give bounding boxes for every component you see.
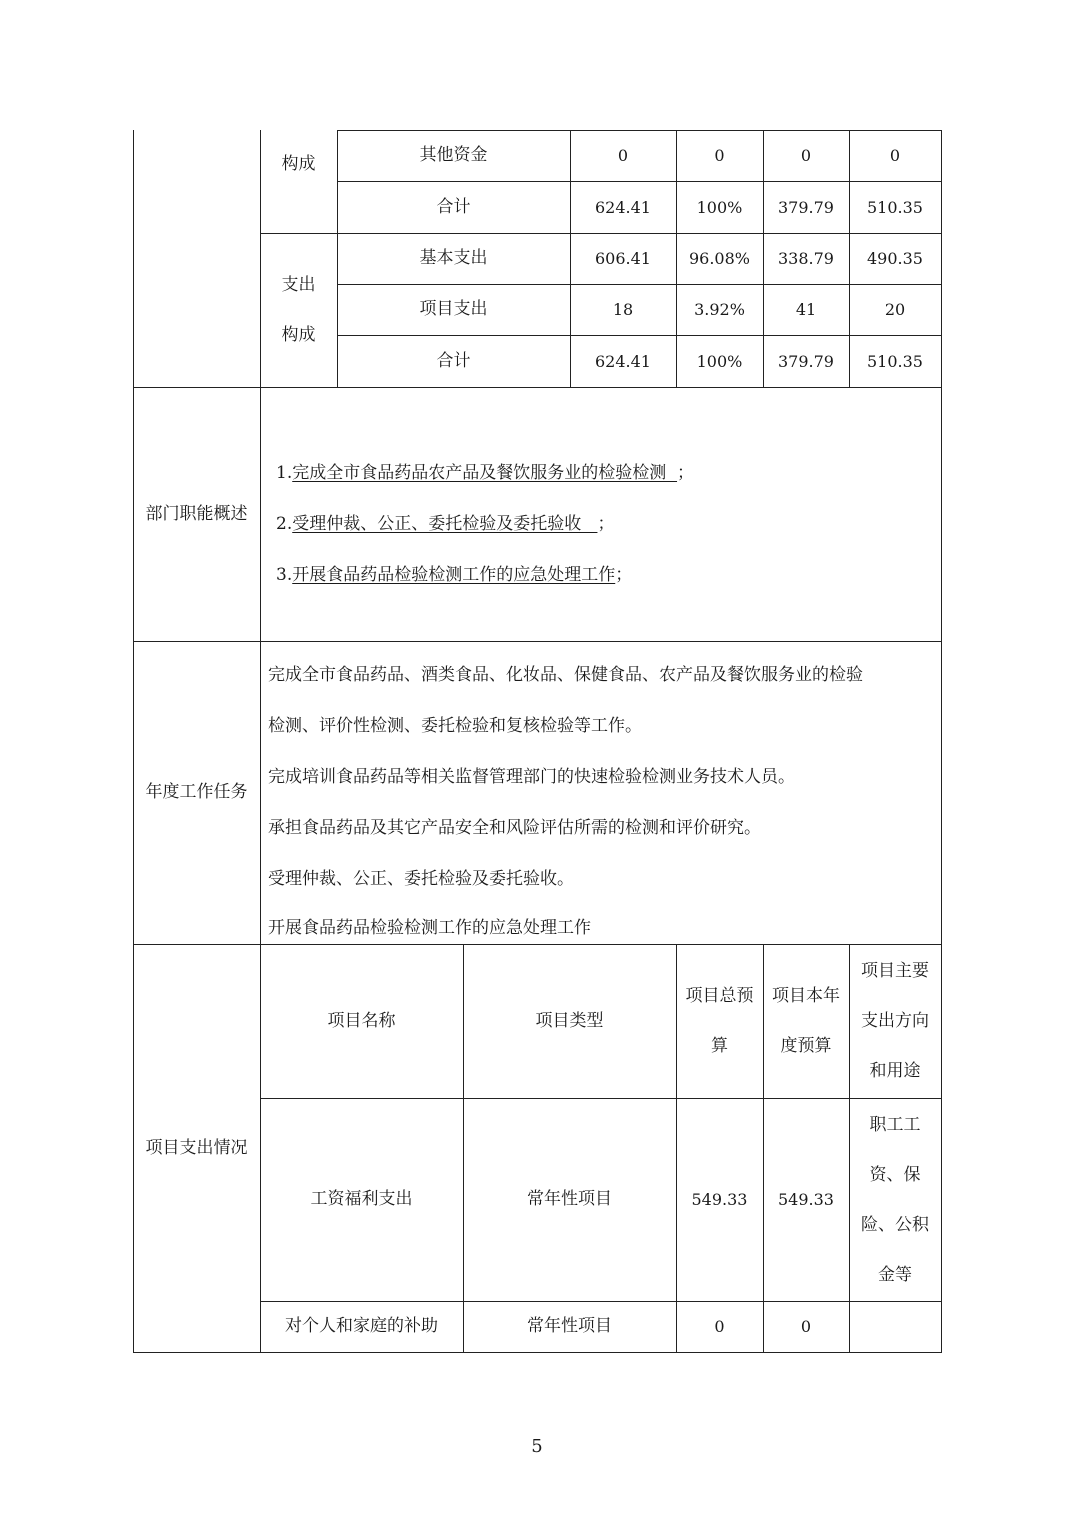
header-total-budget bbox=[676, 944, 763, 1098]
header-line: 算 bbox=[711, 1036, 728, 1056]
row-value-1: 624.41 bbox=[595, 351, 651, 371]
row-value-3: 41 bbox=[795, 300, 817, 319]
annual-tasks-label: 年度工作任务 bbox=[145, 782, 248, 802]
income-composition-label: 构成 bbox=[281, 153, 316, 174]
header-line: 和用途 bbox=[869, 1061, 921, 1081]
dept-function-item bbox=[276, 563, 632, 588]
expense-label-line1: 支出 bbox=[281, 275, 316, 295]
header-main-use bbox=[849, 944, 941, 1098]
header-line: 项目总预 bbox=[685, 986, 754, 1006]
dept-functions-label: 部门职能概述 bbox=[145, 503, 248, 524]
use-line: 金等 bbox=[878, 1264, 912, 1285]
row-value-4: 490.35 bbox=[867, 249, 923, 268]
header-line: 项目本年 bbox=[772, 986, 840, 1006]
use-line: 险、公积 bbox=[861, 1214, 929, 1235]
annual-task-line: 完成培训食品药品等相关监督管理部门的快速检验检测业务技术人员。 bbox=[268, 767, 795, 787]
row-name: 项目支出 bbox=[419, 299, 488, 319]
header-project-type: 项目类型 bbox=[535, 1010, 604, 1031]
row-value-2: 100% bbox=[696, 351, 743, 371]
expense-label-line2: 构成 bbox=[281, 325, 316, 345]
row-value-2: 100% bbox=[696, 197, 743, 217]
row-value-1: 606.41 bbox=[595, 249, 651, 268]
project-main-use bbox=[849, 1098, 941, 1301]
project-name: 对个人和家庭的补助 bbox=[285, 1316, 438, 1336]
dept-function-item bbox=[276, 461, 694, 486]
header-line: 项目主要 bbox=[861, 961, 929, 981]
annual-task-line: 受理仲裁、公正、委托检验及委托验收。 bbox=[268, 869, 574, 889]
project-type: 常年性项目 bbox=[527, 1316, 612, 1336]
page-number: 5 bbox=[531, 1436, 543, 1457]
project-year-budget: 549.33 bbox=[778, 1190, 834, 1209]
annual-task-line: 开展食品药品检验检测工作的应急处理工作 bbox=[268, 918, 591, 938]
item-number: 1. bbox=[276, 463, 293, 483]
row-value-3: 379.79 bbox=[778, 197, 834, 217]
row-value-3: 0 bbox=[800, 146, 812, 165]
annual-task-line: 承担食品药品及其它产品安全和风险评估所需的检测和评价研究。 bbox=[268, 818, 761, 838]
expense-composition-label bbox=[260, 233, 337, 387]
project-total-budget: 549.33 bbox=[691, 1190, 748, 1209]
item-text: 完成全市食品药品农产品及餐饮服务业的检验检测 bbox=[292, 463, 678, 483]
row-name: 基本支出 bbox=[419, 248, 488, 268]
header-project-name: 项目名称 bbox=[327, 1010, 396, 1031]
row-name: 合计 bbox=[436, 350, 471, 371]
item-number: 3. bbox=[276, 565, 293, 585]
header-year-budget bbox=[763, 944, 849, 1098]
item-number: 2. bbox=[276, 514, 293, 534]
header-line: 支出方向 bbox=[861, 1011, 929, 1031]
project-expense-label: 项目支出情况 bbox=[145, 1137, 248, 1158]
row-value-2: 96.08% bbox=[688, 249, 750, 268]
row-name: 其他资金 bbox=[419, 145, 488, 165]
item-tail: ； bbox=[615, 565, 633, 585]
row-value-3: 338.79 bbox=[778, 249, 834, 268]
project-total-budget: 0 bbox=[714, 1317, 725, 1336]
row-value-1: 18 bbox=[612, 300, 634, 319]
row-name: 合计 bbox=[436, 196, 471, 217]
row-value-2: 3.92% bbox=[694, 300, 745, 319]
row-value-1: 0 bbox=[617, 146, 629, 165]
project-name: 工资福利支出 bbox=[310, 1189, 413, 1209]
project-year-budget: 0 bbox=[800, 1317, 812, 1336]
annual-task-line: 检测、评价性检测、委托检验和复核检验等工作。 bbox=[268, 716, 642, 736]
item-text: 受理仲裁、公正、委托检验及委托验收 bbox=[292, 514, 598, 534]
annual-task-line: 完成全市食品药品、酒类食品、化妆品、保健食品、农产品及餐饮服务业的检验 bbox=[268, 665, 863, 685]
header-line: 度预算 bbox=[780, 1036, 832, 1056]
row-value-4: 0 bbox=[889, 146, 901, 165]
item-tail: ； bbox=[597, 514, 615, 534]
dept-function-item bbox=[276, 512, 614, 537]
row-value-1: 624.41 bbox=[595, 197, 651, 217]
use-line: 资、保 bbox=[869, 1164, 921, 1185]
row-value-4: 510.35 bbox=[867, 197, 923, 217]
item-tail: ； bbox=[677, 463, 695, 483]
row-value-4: 510.35 bbox=[867, 351, 923, 371]
item-text: 开展食品药品检验检测工作的应急处理工作 bbox=[292, 565, 616, 585]
use-line: 职工工 bbox=[869, 1114, 921, 1135]
project-type: 常年性项目 bbox=[527, 1189, 612, 1209]
row-value-2: 0 bbox=[714, 146, 725, 165]
row-value-3: 379.79 bbox=[778, 351, 834, 371]
row-value-4: 20 bbox=[884, 300, 906, 319]
